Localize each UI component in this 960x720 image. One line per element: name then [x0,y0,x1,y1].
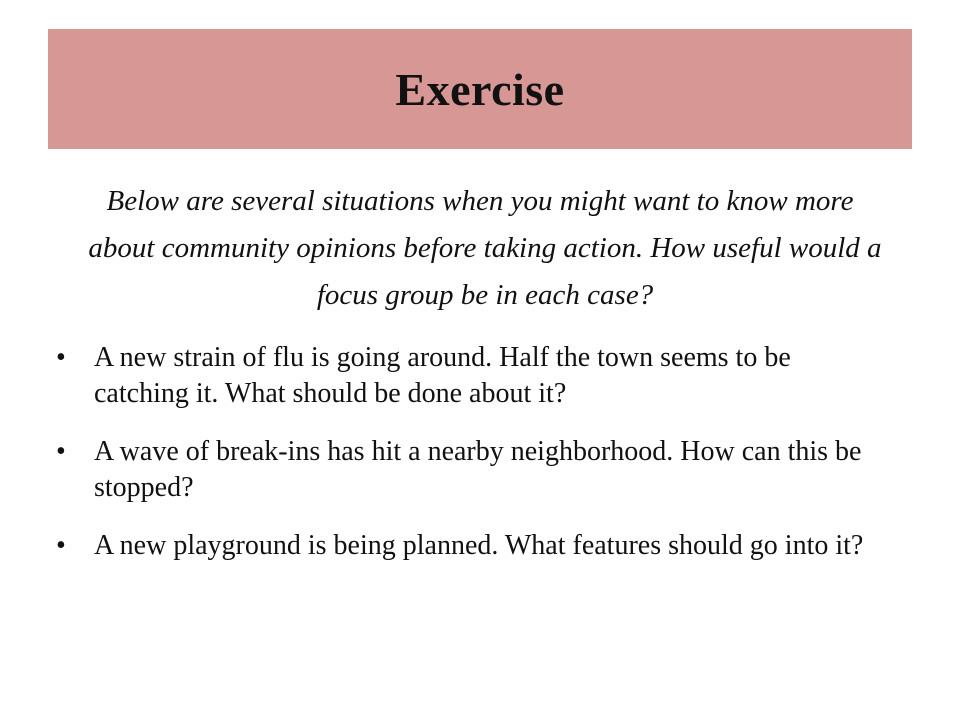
bullet-item [56,528,876,564]
bullet-text: A new strain of flu is going around. Half the town seems to be catching it. What should be done about it? [94,342,791,409]
title-banner [48,29,912,149]
intro-paragraph: Below are several situations when you might want to know more about community opinions before taking action. How useful would a focus group be in each case? [88,185,882,311]
slide-title: Exercise [395,63,565,115]
bullet-list [56,340,876,586]
bullet-text: A new playground is being planned. What features should go into it? [94,530,864,561]
bullet-icon: • [56,530,66,561]
bullet-icon: • [56,436,66,467]
bullet-text: A wave of break-ins has hit a nearby neighborhood. How can this be stopped? [94,436,862,503]
bullet-item [56,340,876,412]
bullet-item [56,434,876,506]
bullet-icon: • [56,342,66,373]
